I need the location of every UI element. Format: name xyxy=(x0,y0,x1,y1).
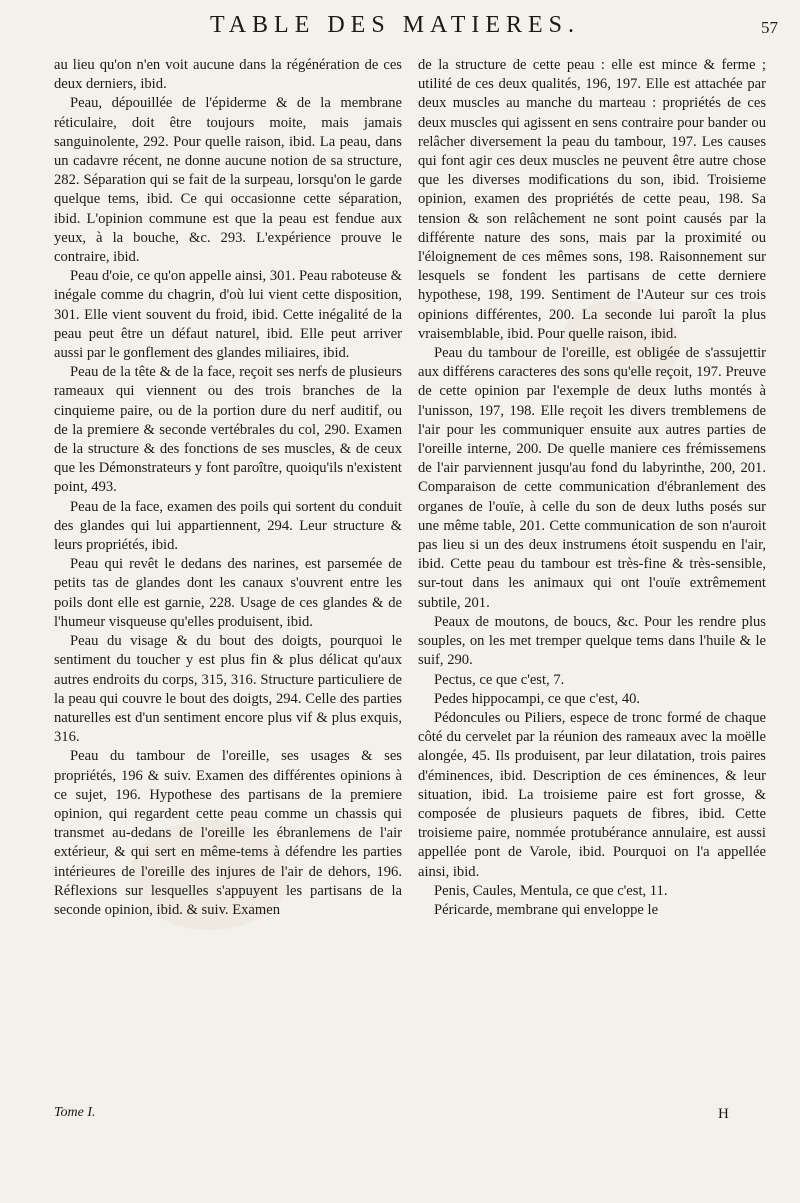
index-entry: Peaux de moutons, de boucs, &c. Pour les rendre plus souples, on les met tremper quelque tems dans l'huile & le suif, 290. xyxy=(418,613,766,669)
index-entry: Péricarde, membrane qui enveloppe le xyxy=(434,901,659,918)
page-number: 57 xyxy=(761,18,778,37)
index-entry: Peau qui revêt le dedans des narines, est parsemée de petits tas de glandes dont les canaux s'ouvrent entre les poils dont elle est garnie, 228. Usage de ces glandes & de l'humeur visqueuse qu'elles produisent, ibid. xyxy=(54,556,402,630)
volume-label: Tome I. xyxy=(54,1105,96,1120)
index-entry: Pédoncules ou Piliers, espece de tronc formé de chaque côté du cervelet par la réunion des rameaux avec la moëlle alongée, 45. Ils produisent, par leur dilatation, trois paires d'éminences, ibid. Description de ces éminences, & leur situation, ibid. La troisieme paire est fort grosse, & composée de plusieurs paquets de fibres, ibid. Cette troisieme paire, nommée protubérance annulaire, est aussi appellée pont de Varole, ibid. Pourquoi on l'a appellée ainsi, ibid. xyxy=(418,709,766,880)
index-entry: Peau d'oie, ce qu'on appelle ainsi, 301. Peau raboteuse & inégale comme du chagrin, d'où lui vient cette disposition, 301. Elle vient souvent du froid, ibid. Cette inégalité de la peau peut être un défaut naturel, ibid. Elle peut arriver aussi par le gonflement des glandes miliaires, ibid. xyxy=(54,268,402,362)
right-column xyxy=(418,56,766,920)
page-header xyxy=(0,12,800,48)
index-entry: Peau de la face, examen des poils qui sortent du conduit des glandes qui lui appartiennent, 294. Leur structure & leurs propriétés, ibid. xyxy=(54,498,402,554)
index-entry: Pectus, ce que c'est, 7. xyxy=(434,671,565,688)
index-entry: Peau, dépouillée de l'épiderme & de la membrane réticulaire, doit être toujours moite, mais jamais sanguinolente, 292. Pour quelle raison, ibid. La peau, dans un cadavre récent, ne donne aucune notion de sa structure, 282. Séparation qui se fait de la surpeau, lorsqu'on le garde quelque tems, ibid. Ce qui occasionne cette séparation, ibid. L'opinion commune est que la peau est fendue aux yeux, à la bouche, &c. 293. L'expérience prouve le contraire, ibid. xyxy=(54,95,402,266)
index-entry: Peau du visage & du bout des doigts, pourquoi le sentiment du toucher y est plus fin & plus délicat qu'aux autres endroits du corps, 315, 316. Structure particuliere de la peau qui couvre le bout des doigts, 294. Celle des parties naturelles est d'un sentiment encore plus vif & plus exquis, 316. xyxy=(54,633,402,746)
signature-mark: H xyxy=(718,1106,729,1122)
index-entry: Peau du tambour de l'oreille, ses usages & ses propriétés, 196 & suiv. Examen des différentes opinions à ce sujet, 196. Hypothese des partisans de la premiere opinion, qui regardent cette peau comme un chassis qui transmet au-dedans de l'oreille les ébranlemens de l'air extérieur, & qui sert en même-tems à défendre les parties intérieures de l'oreille des injures de l'air de dehors, 196. Réflexions sur lesquelles s'appuyent les partisans de la seconde opinion, ibid. & suiv. Examen xyxy=(54,748,402,918)
index-entry: Peau de la tête & de la face, reçoit ses nerfs de plusieurs rameaux qui viennent ou des trois branches de la cinquieme paire, ou de la portion dure du nerf auditif, ou de la premiere & seconde vertébrales du col, 290. Examen de la structure & des fonctions de ses muscles, & de ceux que les Démonstrateurs y font paroître, quoiqu'ils n'existent point, 493. xyxy=(54,364,402,496)
index-entry: Peau du tambour de l'oreille, est obligée de s'assujettir aux différens caracteres des sons qu'elle reçoit, 197. Preuve de cette opinion par l'exemple de deux luths montés à l'unisson, 197, 198. Elle reçoit les divers tremblemens de l'air pour les communiquer ensuite aux autres parties de l'oreille interne, 200. De quelle maniere ces frémissemens de l'air parviennent jusqu'au fond du labyrinthe, 200, 201. Comparaison de cette communication d'ébranlement des organes de l'ouïe, à celle du son de deux luths posés sur une même table, 201. Cette communication de son n'auroit pas lieu si un des deux instrumens étoit suspendu en l'air, ibid. Cette peau du tambour est très-fine & très-sensible, sur-tout dans les animaux qui ont l'ouïe extrêmement subtile, 201. xyxy=(418,345,766,611)
index-entry: au lieu qu'on n'en voit aucune dans la régénération de ces deux derniers, ibid. xyxy=(54,57,402,93)
index-entry: Pedes hippocampi, ce que c'est, 40. xyxy=(434,690,641,707)
running-title: TABLE DES MATIERES. xyxy=(209,12,581,38)
left-column xyxy=(54,56,402,920)
index-entry: de la structure de cette peau : elle est mince & ferme ; utilité de ces deux qualités, 196, 197. Elle est attachée par deux muscles au manche du marteau : propriétés de ces deux muscles qui agissent en sens contraire pour bander ou relâcher diversement la peau du tambour, 197. Les causes qui font agir ces deux muscles ne peuvent être autre chose que les diverses modifications du son, ibid. Troisieme opinion, examen des propriétés de cette peau, 198. Sa tension & son relâchement ne sont point causés par la différente nature des sons, mais par la proximité ou l'éloignement de ces mêmes sons, 198. Raisonnement sur lesquels se fondent les partisans de cette derniere hypothese, 198, 199. Sentiment de l'Auteur sur ces trois opinions différentes, 200. La seconde lui paroît la plus vraisemblable, ibid. Pour quelle raison, ibid. xyxy=(418,57,766,342)
index-entry: Penis, Caules, Mentula, ce que c'est, 11. xyxy=(434,882,668,899)
